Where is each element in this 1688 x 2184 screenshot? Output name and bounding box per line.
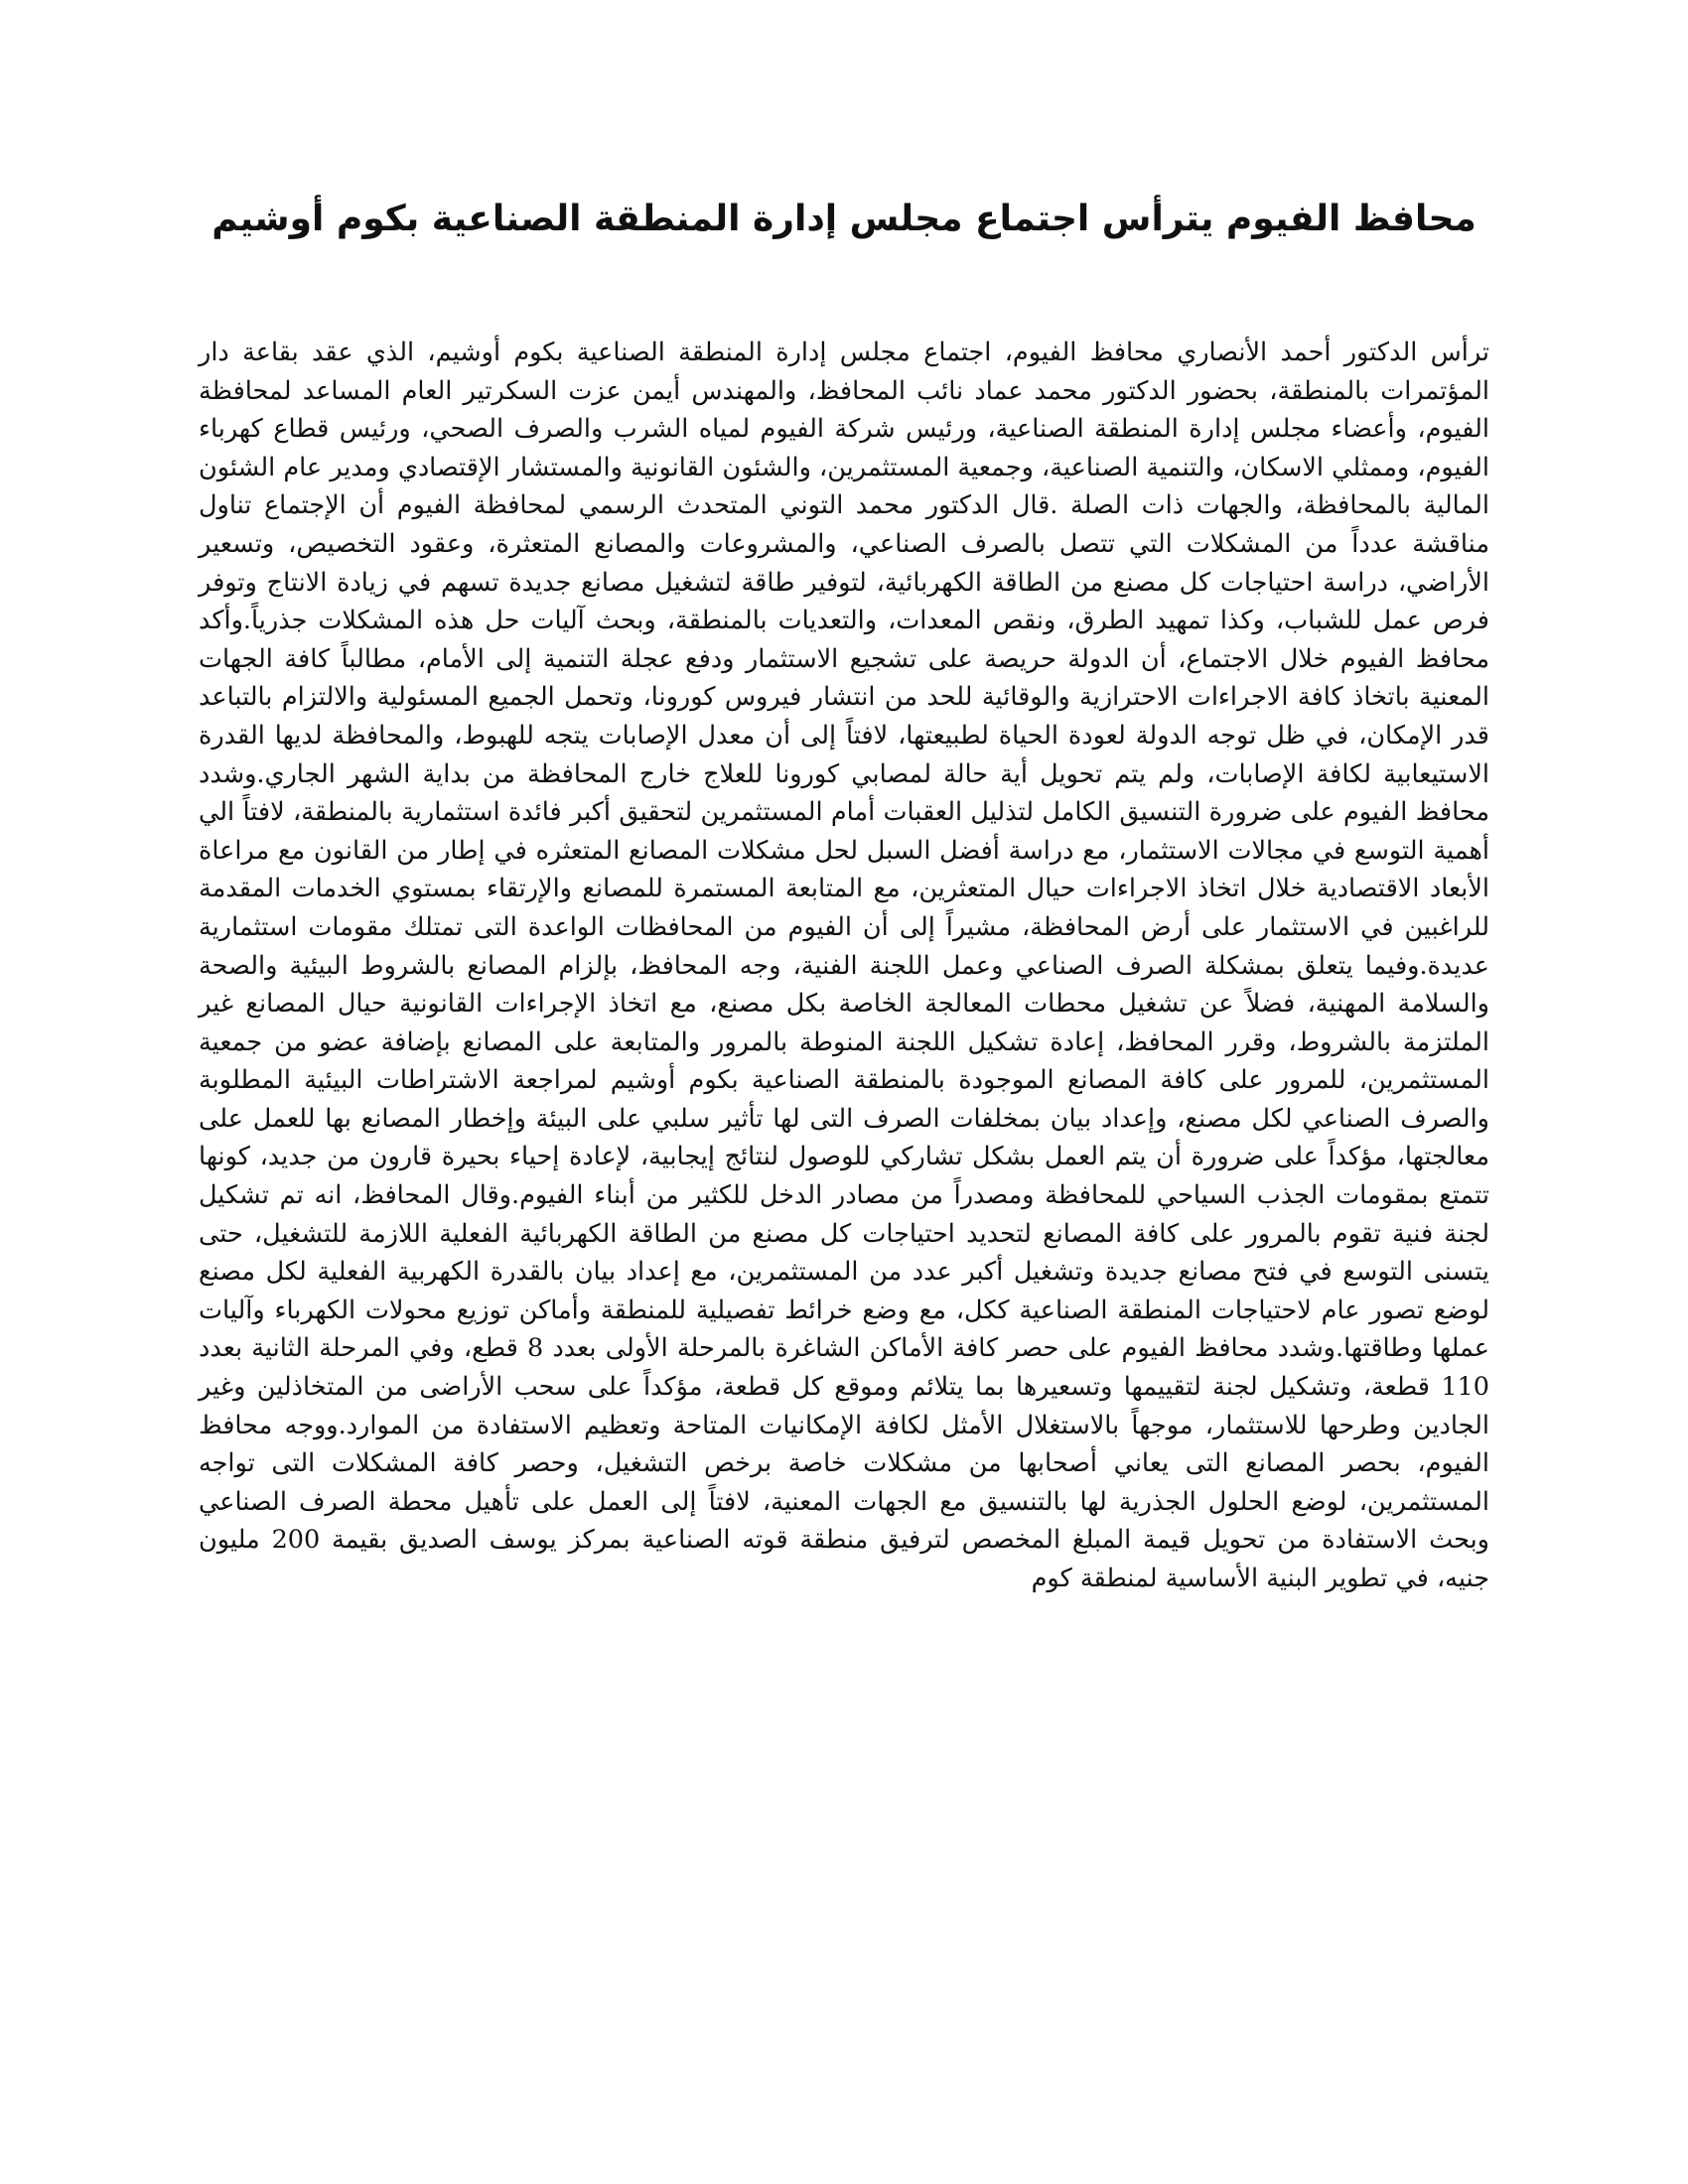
document-body-paragraph: ترأس الدكتور أحمد الأنصاري محافظ الفيوم، اجتماع مجلس إدارة المنطقة الصناعية بكوم أوشيم، الذي عقد بقاعة دار المؤتمرات بالمنطقة، بحضور الدكتور محمد عماد نائب المحافظ، والمهندس أيمن عزت السكرتير العام المساعد لمحافظة الفيوم، وأعضاء مجلس إدارة المنطقة الصناعية، ورئيس شركة الفيوم لمياه الشرب والصرف الصحي، ورئيس قطاع كهرباء الفيوم، وممثلي الاسكان، والتنمية الصناعية، وجمعية المستثمرين، والشئون القانونية والمستشار الإقتصادي ومدير عام الشئون المالية بالمحافظة، والجهات ذات الصلة .قال الدكتور محمد التوني المتحدث الرسمي لمحافظة الفيوم أن الإجتماع تناول مناقشة عدداً من المشكلات التي تتصل بالصرف الصناعي، والمشروعات والمصانع المتعثرة، وعقود التخصيص، وتسعير الأراضي، دراسة احتياجات كل مصنع من الطاقة الكهربائية، لتوفير طاقة لتشغيل مصانع جديدة تسهم في زيادة الانتاج وتوفر فرص عمل للشباب، وكذا تمهيد الطرق، ونقص المعدات، والتعديات بالمنطقة، وبحث آليات حل هذه المشكلات جذرياً.وأكد محافظ الفيوم خلال الاجتماع، أن الدولة حريصة على تشجيع الاستثمار ودفع عجلة التنمية إلى الأمام، مطالباً كافة الجهات المعنية باتخاذ كافة الاجراءات الاحترازية والوقائية للحد من انتشار فيروس كورونا، وتحمل الجميع المسئولية والالتزام بالتباعد قدر الإمكان، في ظل توجه الدولة لعودة الحياة لطبيعتها، لافتاً إلى أن معدل الإصابات يتجه للهبوط، والمحافظة لديها القدرة الاستيعابية لكافة الإصابات، ولم يتم تحويل أية حالة لمصابي كورونا للعلاج خارج المحافظة من بداية الشهر الجاري.وشدد محافظ الفيوم على ضرورة التنسيق الكامل لتذليل العقبات أمام المستثمرين لتحقيق أكبر فائدة استثمارية بالمنطقة، لافتاً الي أهمية التوسع في مجالات الاستثمار، مع دراسة أفضل السبل لحل مشكلات المصانع المتعثره في إطار من القانون مع مراعاة الأبعاد الاقتصادية خلال اتخاذ الاجراءات حيال المتعثرين، مع المتابعة المستمرة للمصانع والإرتقاء بمستوي الخدمات المقدمة للراغبين في الاستثمار على أرض المحافظة، مشيراً إلى أن الفيوم من المحافظات الواعدة التى تمتلك مقومات استثمارية عديدة.وفيما يتعلق بمشكلة الصرف الصناعي وعمل اللجنة الفنية، وجه المحافظ، بإلزام المصانع بالشروط البيئية والصحة والسلامة المهنية، فضلاً عن تشغيل محطات المعالجة الخاصة بكل مصنع، مع اتخاذ الإجراءات القانونية حيال المصانع غير الملتزمة بالشروط، وقرر المحافظ، إعادة تشكيل اللجنة المنوطة بالمرور والمتابعة على المصانع بإضافة عضو من جمعية المستثمرين، للمرور على كافة المصانع الموجودة بالمنطقة الصناعية بكوم أوشيم لمراجعة الاشتراطات البيئية المطلوبة والصرف الصناعي لكل مصنع، وإعداد بيان بمخلفات الصرف التى لها تأثير سلبي على البيئة وإخطار المصانع بها للعمل على معالجتها، مؤكداً على ضرورة أن يتم العمل بشكل تشاركي للوصول لنتائج إيجابية، لإعادة إحياء بحيرة قارون من جديد، كونها تتمتع بمقومات الجذب السياحي للمحافظة ومصدراً من مصادر الدخل للكثير من أبناء الفيوم.وقال المحافظ، انه تم تشكيل لجنة فنية تقوم بالمرور على كافة المصانع لتحديد احتياجات كل مصنع من الطاقة الكهربائية الفعلية اللازمة للتشغيل، حتى يتسنى التوسع في فتح مصانع جديدة وتشغيل أكبر عدد من المستثمرين، مع إعداد بيان بالقدرة الكهربية الفعلية لكل مصنع لوضع تصور عام لاحتياجات المنطقة الصناعية ككل، مع وضع خرائط تفصيلية للمنطقة وأماكن توزيع محولات الكهرباء وآليات عملها وطاقتها.وشدد محافظ الفيوم على حصر كافة الأماكن الشاغرة بالمرحلة الأولى بعدد 8 قطع، وفي المرحلة الثانية بعدد 110 قطعة، وتشكيل لجنة لتقييمها وتسعيرها بما يتلائم وموقع كل قطعة، مؤكداً على سحب الأراضى من المتخاذلين وغير الجادين وطرحها للاستثمار، موجهاً بالاستغلال الأمثل لكافة الإمكانيات المتاحة وتعظيم الاستفادة من الموارد.ووجه محافظ الفيوم، بحصر المصانع التى يعاني أصحابها من مشكلات خاصة برخص التشغيل، وحصر كافة المشكلات التى تواجه المستثمرين، لوضع الحلول الجذرية لها بالتنسيق مع الجهات المعنية، لافتاً إلى العمل على تأهيل محطة الصرف الصناعي وبحث الاستفادة من تحويل قيمة المبلغ المخصص لترفيق منطقة قوته الصناعية بمركز يوسف الصديق بقيمة 200 مليون جنيه، في تطوير البنية الأساسية لمنطقة كوم bbox=[199, 338, 1489, 1593]
document-title: محافظ الفيوم يترأس اجتماع مجلس إدارة المنطقة الصناعية بكوم أوشيم bbox=[211, 199, 1477, 239]
